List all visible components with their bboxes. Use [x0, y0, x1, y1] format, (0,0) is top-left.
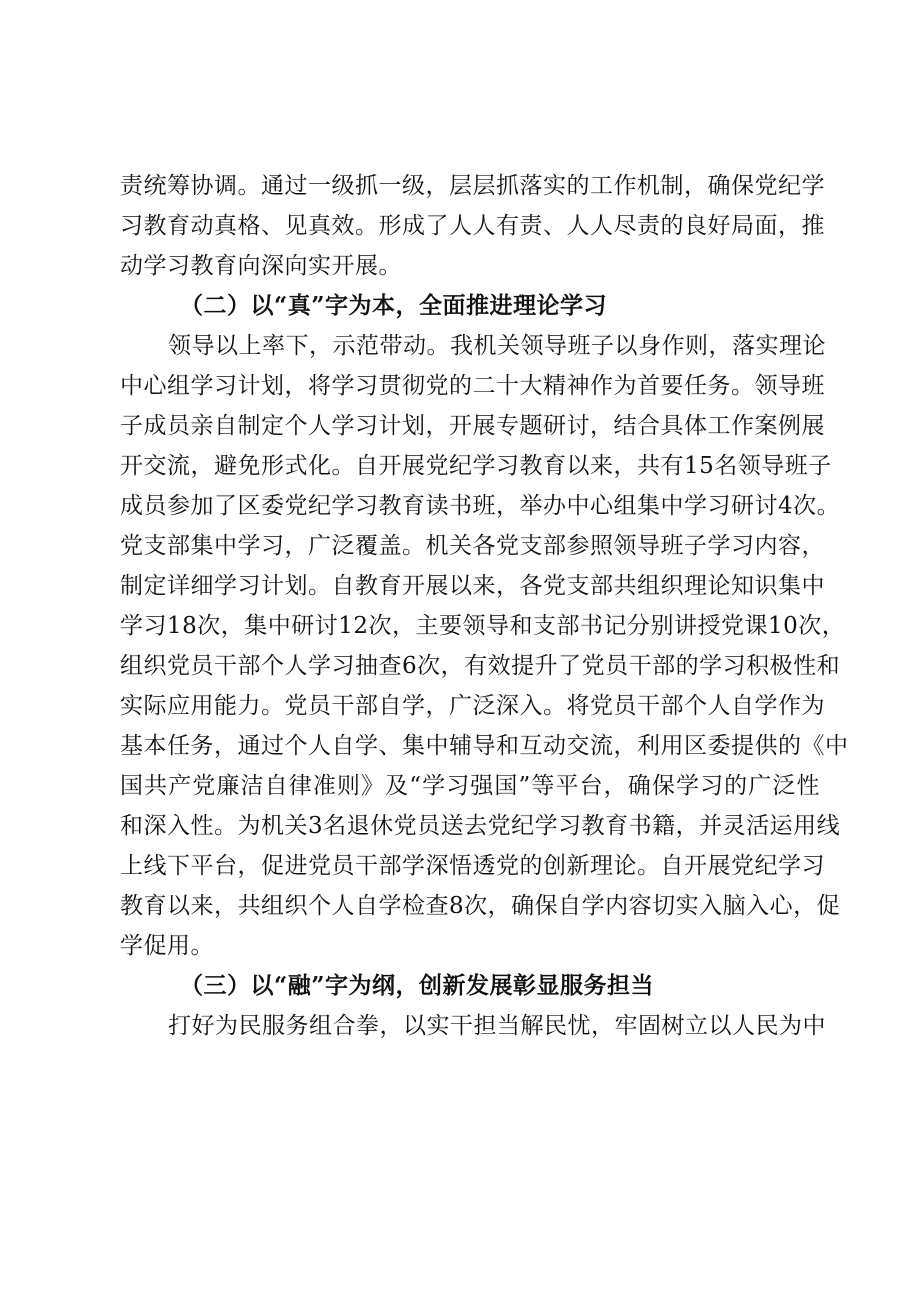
section-heading-3: （三）以“融”字为纲，创新发展彰显服务担当	[180, 972, 654, 999]
paragraph-line: 教育以来，共组织个人自学检查8次，确保自学内容切实入脑入心，促	[120, 893, 841, 919]
document-body	[120, 166, 849, 1046]
section-heading-2: （二）以“真”字为本，全面推进理论学习	[180, 292, 607, 319]
paragraph-line: 组织党员干部个人学习抽查6次，有效提升了党员干部的学习积极性和	[120, 653, 841, 679]
paragraph-line: 学促用。	[120, 933, 214, 959]
paragraph-line: 党支部集中学习，广泛覆盖。机关各党支部参照领导班子学习内容，	[120, 533, 825, 559]
paragraph-line: 国共产党廉洁自律准则》及“学习强国”等平台，确保学习的广泛性	[120, 773, 820, 799]
paragraph-line: 中心组学习计划，将学习贯彻党的二十大精神作为首要任务。领导班	[120, 373, 825, 399]
paragraph-line: 实际应用能力。党员干部自学，广泛深入。将党员干部个人自学作为	[120, 693, 825, 719]
paragraph-line: 开交流，避免形式化。自开展党纪学习教育以来，共有15名领导班子	[120, 453, 832, 479]
paragraph-line: 习教育动真格、见真效。形成了人人有责、人人尽责的良好局面，推	[120, 213, 825, 239]
paragraph-line: 学习18次，集中研讨12次，主要领导和支部书记分别讲授党课10次，	[120, 613, 846, 639]
paragraph-line: 动学习教育向深向实开展。	[120, 253, 402, 279]
paragraph-line: 打好为民服务组合拳，以实干担当解民忧，牢固树立以人民为中	[168, 1013, 826, 1039]
paragraph-line: 和深入性。为机关3名退休党员送去党纪学习教育书籍，并灵活运用线	[120, 813, 841, 839]
paragraph-line: 上线下平台，促进党员干部学深悟透党的创新理论。自开展党纪学习	[120, 853, 825, 879]
paragraph-line: 成员参加了区委党纪学习教育读书班，举办中心组集中学习研讨4次。	[120, 493, 841, 519]
paragraph-line: 子成员亲自制定个人学习计划，开展专题研讨，结合具体工作案例展	[120, 413, 825, 439]
paragraph-line: 基本任务，通过个人自学、集中辅导和互动交流，利用区委提供的《中	[120, 733, 849, 759]
paragraph-line: 制定详细学习计划。自教育开展以来，各党支部共组织理论知识集中	[120, 573, 825, 599]
paragraph-line: 领导以上率下，示范带动。我机关领导班子以身作则，落实理论	[168, 333, 826, 359]
paragraph-line: 责统筹协调。通过一级抓一级，层层抓落实的工作机制，确保党纪学	[120, 173, 825, 199]
